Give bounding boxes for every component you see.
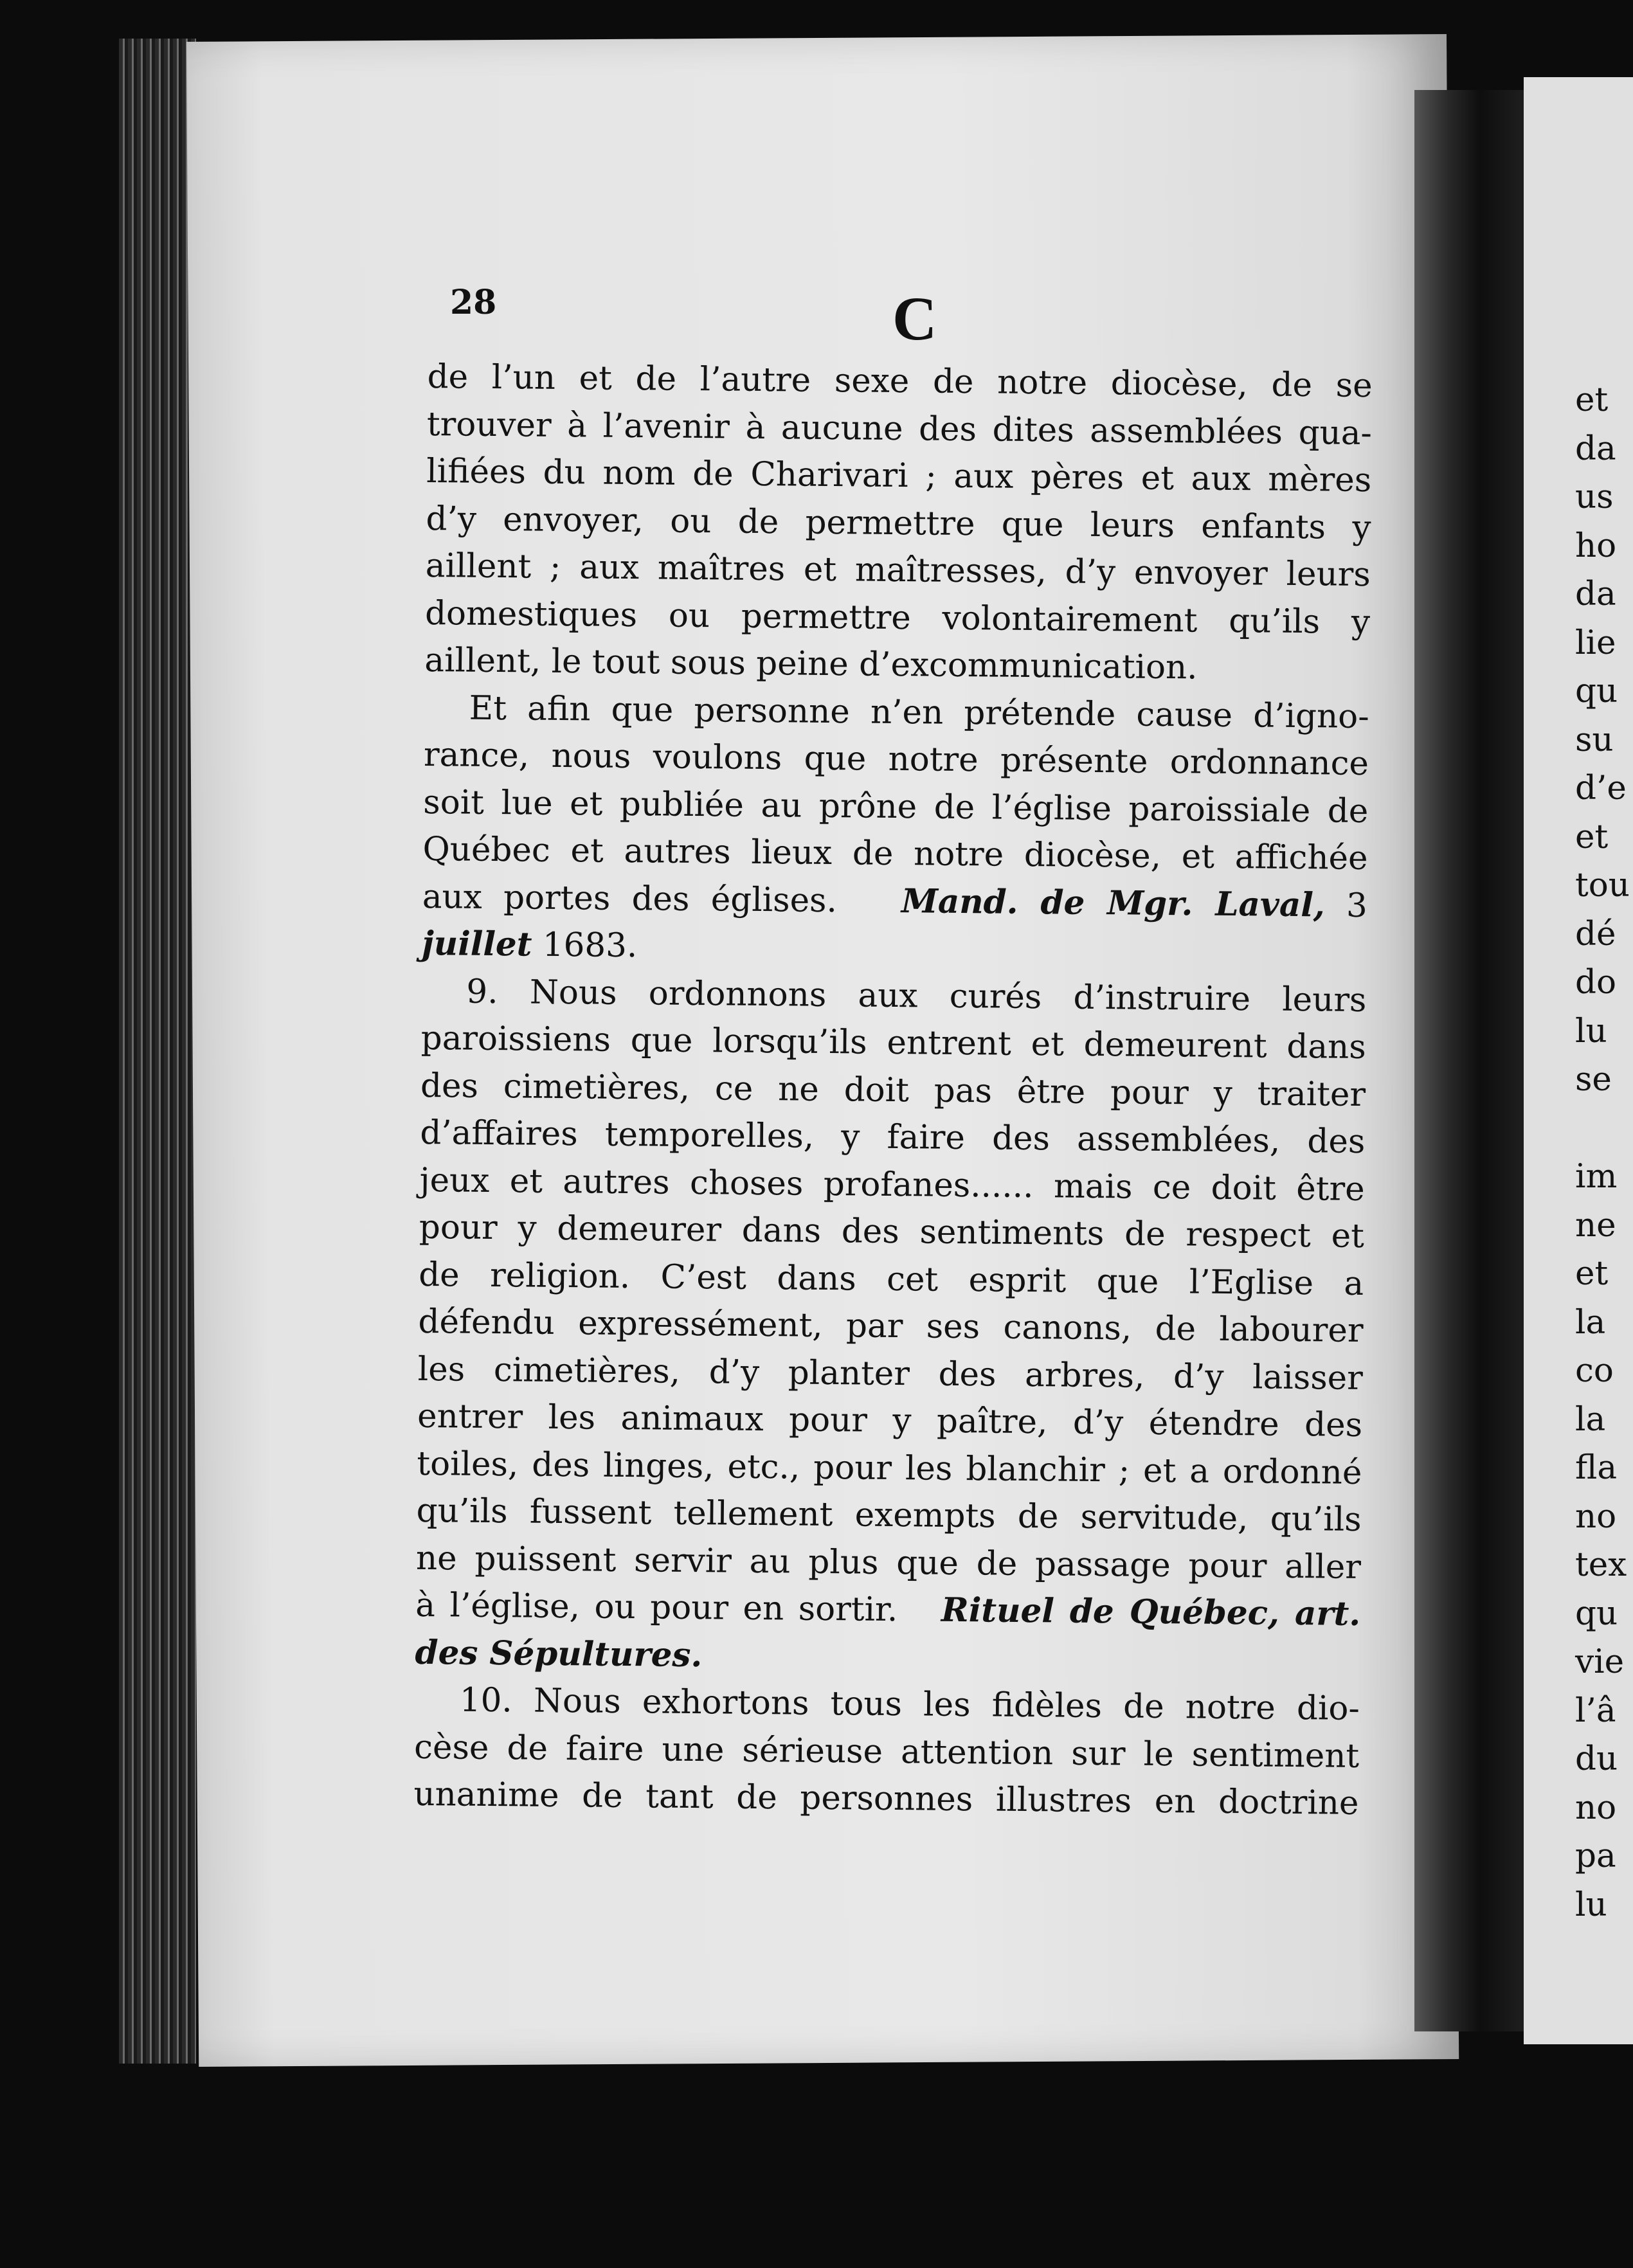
text-line: unanime de tant de personnes illustres en doctrine <box>413 1774 1359 1823</box>
citation-prefix: aux portes des églises. <box>422 877 838 920</box>
text-line: de l’un et de l’autre sexe de notre diocèse, de se <box>427 357 1373 406</box>
facing-line: su <box>1575 720 1614 759</box>
text-line: toiles, des linges, etc., pour les blanchir ; et a ordonné <box>417 1444 1362 1492</box>
text-line: des cimetières, ce ne doit pas être pour y traiter <box>420 1066 1366 1114</box>
text-line: jeux et autres choses profanes...... mais ce doit être <box>419 1160 1365 1209</box>
text-line: soit lue et publiée au prône de l’église paroissiale de <box>423 782 1369 831</box>
text-line: aillent, le tout sous peine d’excommunication. <box>424 640 1198 687</box>
section-letter: C <box>892 284 937 353</box>
facing-line: no <box>1575 1788 1617 1827</box>
facing-line: co <box>1575 1351 1614 1390</box>
facing-line: et <box>1575 381 1609 419</box>
text-line: les cimetières, d’y planter des arbres, d’y laisser <box>417 1349 1364 1398</box>
text-line: défendu expressément, par ses canons, de labourer <box>418 1302 1364 1351</box>
text-line: aillent ; aux maîtres et maîtresses, d’y envoyer leurs <box>425 546 1371 595</box>
facing-page-text <box>1575 376 1633 1929</box>
facing-line: la <box>1575 1400 1606 1439</box>
text-line: domestiques ou permettre volontairement qu’ils y <box>424 593 1371 642</box>
citation-month: juillet <box>421 924 532 964</box>
facing-gap <box>1575 1104 1633 1153</box>
text-line: paroissiens que lorsqu’ils entrent et demeurent dans <box>420 1018 1366 1067</box>
text-line: ne puissent servir au plus que de passage pour aller <box>415 1538 1362 1587</box>
text-line: lifiées du nom de Charivari ; aux pères et aux mères <box>426 451 1372 500</box>
facing-line: ne <box>1575 1205 1616 1245</box>
text-line: d’affaires temporelles, y faire des assemblées, des <box>420 1113 1366 1162</box>
text-line: 10. Nous exhortons tous les fidèles de notre dio- <box>459 1680 1360 1729</box>
facing-line: da <box>1575 429 1616 468</box>
facing-line: ho <box>1575 526 1617 565</box>
text-line: 9. Nous ordonnons aux curés d’instruire leurs <box>466 972 1367 1020</box>
facing-line: tex <box>1575 1545 1627 1584</box>
text-line: de religion. C’est dans cet esprit que l’Eglise a <box>418 1255 1364 1303</box>
facing-line: se <box>1575 1060 1612 1099</box>
facing-line: lie <box>1575 623 1616 662</box>
facing-line: et <box>1575 1254 1609 1293</box>
book-gutter <box>1414 90 1524 2031</box>
facing-line: im <box>1575 1157 1618 1196</box>
text-line: d’y envoyer, ou de permettre que leurs enfants y <box>426 499 1371 547</box>
citation-source: Rituel de Québec, art. <box>941 1590 1361 1634</box>
text-line: cèse de faire une sérieuse attention sur le sentiment <box>413 1727 1360 1776</box>
body-text <box>413 354 1373 1828</box>
page-number: 28 <box>450 283 497 322</box>
page-stack-edges <box>119 39 196 2064</box>
citation-date-line <box>422 921 1367 977</box>
facing-line: da <box>1575 575 1616 613</box>
facing-line: d’e <box>1575 769 1627 807</box>
facing-line: et <box>1575 817 1609 856</box>
citation-source: Mand. de Mgr. Laval, <box>901 881 1326 924</box>
facing-line: qu <box>1575 1594 1618 1633</box>
citation-continuation: des Sépultures. <box>415 1633 703 1675</box>
facing-line: no <box>1575 1497 1617 1536</box>
facing-line: lu <box>1575 1011 1607 1050</box>
facing-line: do <box>1575 963 1616 1002</box>
citation-year: 1683. <box>542 925 638 966</box>
text-line: pour y demeurer dans des sentiments de respect et <box>419 1207 1365 1256</box>
facing-line: la <box>1575 1302 1606 1342</box>
citation-line <box>422 873 1368 930</box>
text-line: entrer les animaux pour y paître, d’y étendre des <box>417 1396 1363 1445</box>
facing-line: vie <box>1575 1643 1625 1681</box>
facing-line: qu <box>1575 672 1618 710</box>
facing-line: us <box>1575 478 1614 516</box>
text-line: rance, nous voulons que notre présente ordonnance <box>423 735 1369 784</box>
citation-day: 3 <box>1346 886 1368 925</box>
facing-line: tou <box>1575 866 1630 905</box>
text-line: qu’ils fussent tellement exempts de servitude, qu’ils <box>416 1491 1362 1540</box>
facing-line: lu <box>1575 1885 1607 1924</box>
text-line: trouver à l’avenir à aucune des dites assemblées qua- <box>426 404 1373 453</box>
text-line: Et afin que personne n’en prétende cause d’igno- <box>469 688 1369 736</box>
citation-prefix: à l’église, ou pour en sortir. <box>415 1585 898 1630</box>
text-line: Québec et autres lieux de notre diocèse, et affichée <box>422 829 1368 878</box>
citation-line <box>415 1582 1361 1639</box>
facing-line: du <box>1575 1740 1618 1778</box>
facing-line: fla <box>1575 1448 1618 1487</box>
facing-line: l’â <box>1575 1691 1616 1730</box>
facing-line: dé <box>1575 914 1616 953</box>
facing-line: pa <box>1575 1837 1616 1875</box>
